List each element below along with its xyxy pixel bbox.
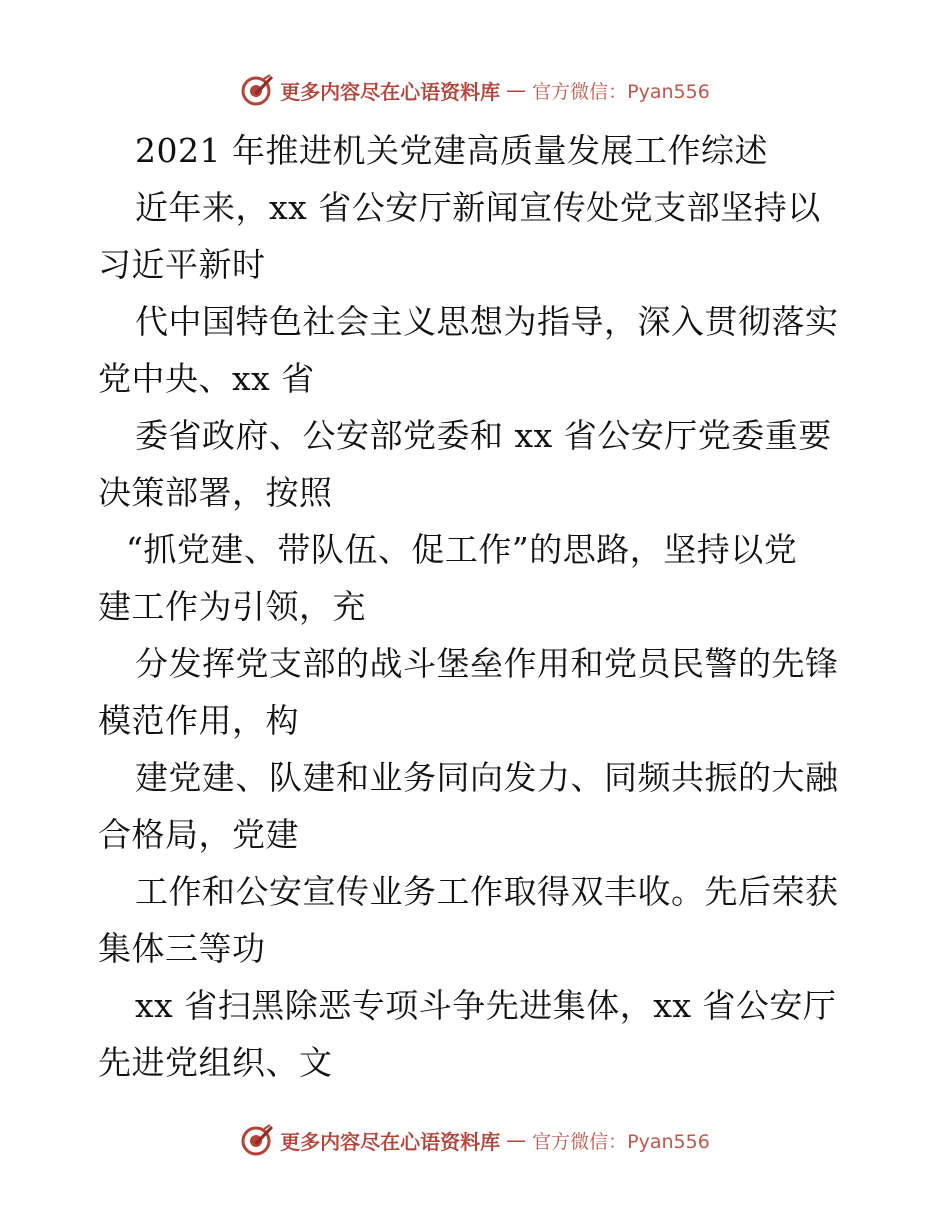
quill-pen-logo-icon [240, 73, 274, 107]
watermark-dash: — [506, 1128, 527, 1152]
paragraph-line: 分发挥党支部的战斗堡垒作用和党员民警的先锋 [135, 644, 839, 683]
paragraph-line: 集体三等功 [98, 929, 266, 968]
quill-pen-logo-icon [240, 1123, 274, 1157]
watermark-contact-text: 官方微信：Pyan556 [532, 80, 710, 103]
watermark-dash: — [506, 78, 527, 102]
paragraph-line: 建工作为引领，充 [98, 587, 366, 626]
paragraph-line: 决策部署，按照 [98, 473, 333, 512]
paragraph-line: “抓党建、带队伍、促工作”的思路，坚持以党 [126, 530, 798, 569]
paragraph-line: 模范作用，构 [98, 701, 299, 740]
document-body [98, 122, 858, 1091]
paragraph-line: xx 省扫黑除恶专项斗争先进集体，xx 省公安厅 [135, 986, 837, 1025]
paragraph-line: 代中国特色社会主义思想为指导，深入贯彻落实 [135, 302, 839, 341]
document-title: 2021 年推进机关党建高质量发展工作综述 [135, 131, 768, 170]
paragraph-line: 建党建、队建和业务同向发力、同频共振的大融 [135, 758, 839, 797]
watermark-banner-top [0, 70, 950, 110]
paragraph-line: 党中央、xx 省 [98, 359, 315, 398]
watermark-brand-text: 更多内容尽在心语资料库 [280, 1129, 501, 1154]
paragraph-line: 近年来，xx 省公安厅新闻宣传处党支部坚持以 [135, 188, 821, 227]
watermark-contact-text: 官方微信：Pyan556 [532, 1130, 710, 1153]
paragraph-line: 工作和公安宣传业务工作取得双丰收。先后荣获 [135, 872, 839, 911]
paragraph-line: 合格局，党建 [98, 815, 299, 854]
watermark-brand-text: 更多内容尽在心语资料库 [280, 79, 501, 104]
paragraph-line: 先进党组织、文 [98, 1043, 333, 1082]
paragraph-line: 委省政府、公安部党委和 xx 省公安厅党委重要 [135, 416, 832, 455]
watermark-banner-bottom [0, 1120, 950, 1160]
paragraph-line: 习近平新时 [98, 245, 266, 284]
